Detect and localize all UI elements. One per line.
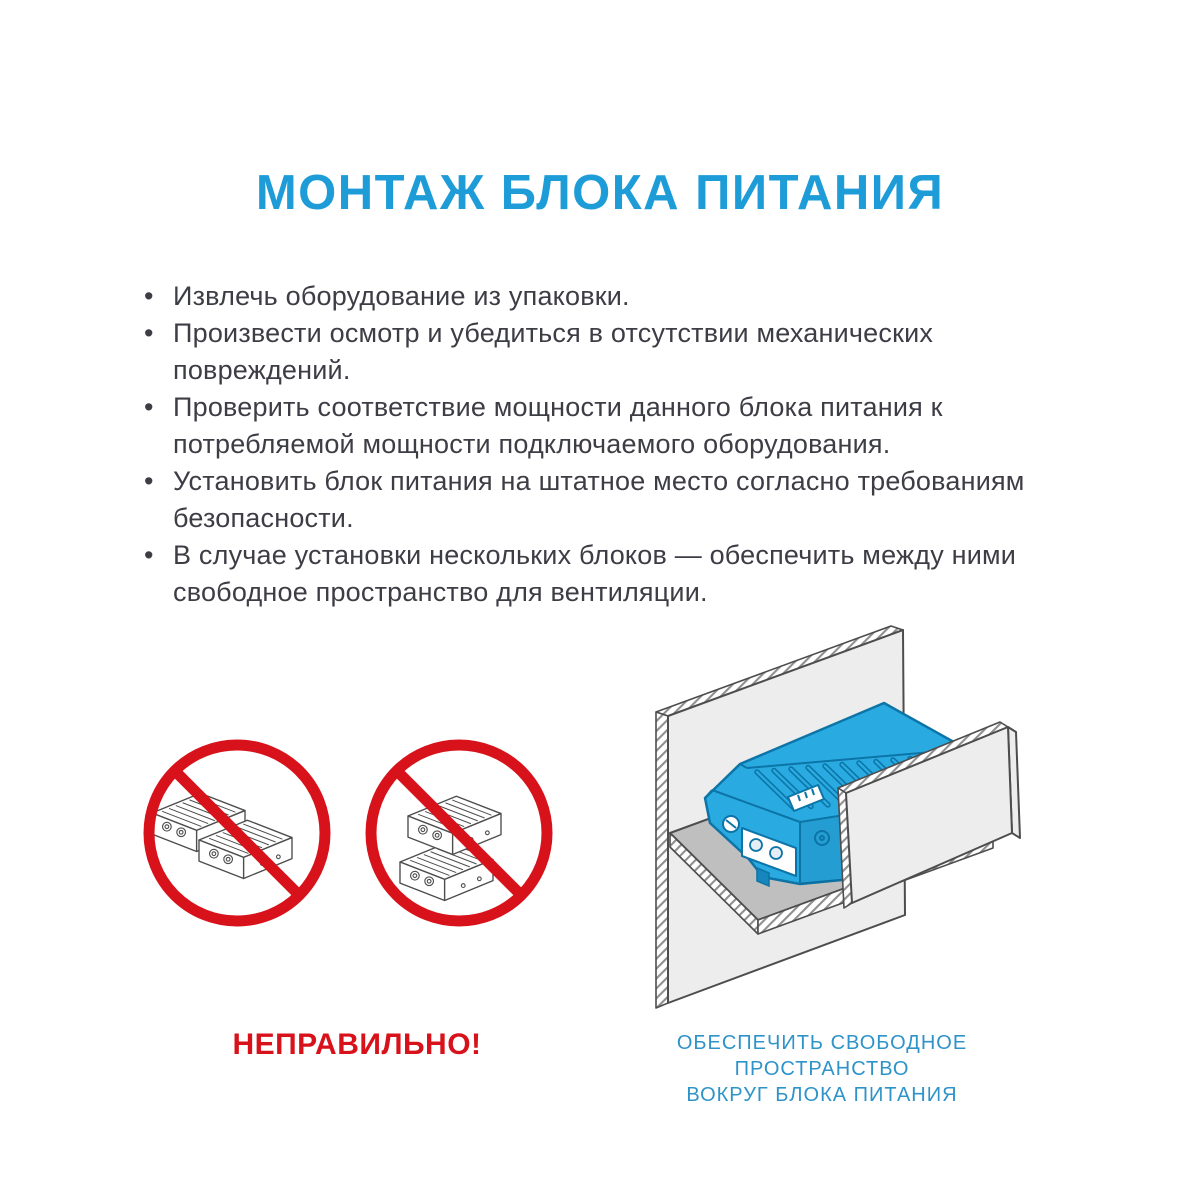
instruction-text: Произвести осмотр и убедиться в отсутствии механических повреждений. (173, 318, 934, 385)
correct-mounting-figure (656, 626, 1020, 1008)
instruction-text: Проверить соответствие мощности данного блока питания к потребляемой мощности подключаемого оборудования. (173, 392, 943, 459)
wrong-label: НЕПРАВИЛЬНО! (232, 1028, 482, 1061)
instruction-text: Установить блок питания на штатное место согласно требованиям безопасности. (173, 466, 1025, 533)
correct-caption-line2: ВОКРУГ БЛОКА ПИТАНИЯ (686, 1084, 958, 1106)
instruction-text: В случае установки нескольких блоков — обеспечить между ними свободное пространство для вентиляции. (173, 540, 1017, 607)
instruction-text: Извлечь оборудование из упаковки. (173, 281, 630, 311)
correct-caption (588, 1030, 1056, 1108)
no-stacked-icon (371, 745, 547, 921)
no-side-by-side-icon (149, 745, 325, 921)
correct-caption-line1: ОБЕСПЕЧИТЬ СВОБОДНОЕ ПРОСТРАНСТВО (676, 1032, 968, 1080)
page-title: МОНТАЖ БЛОКА ПИТАНИЯ (255, 166, 945, 220)
